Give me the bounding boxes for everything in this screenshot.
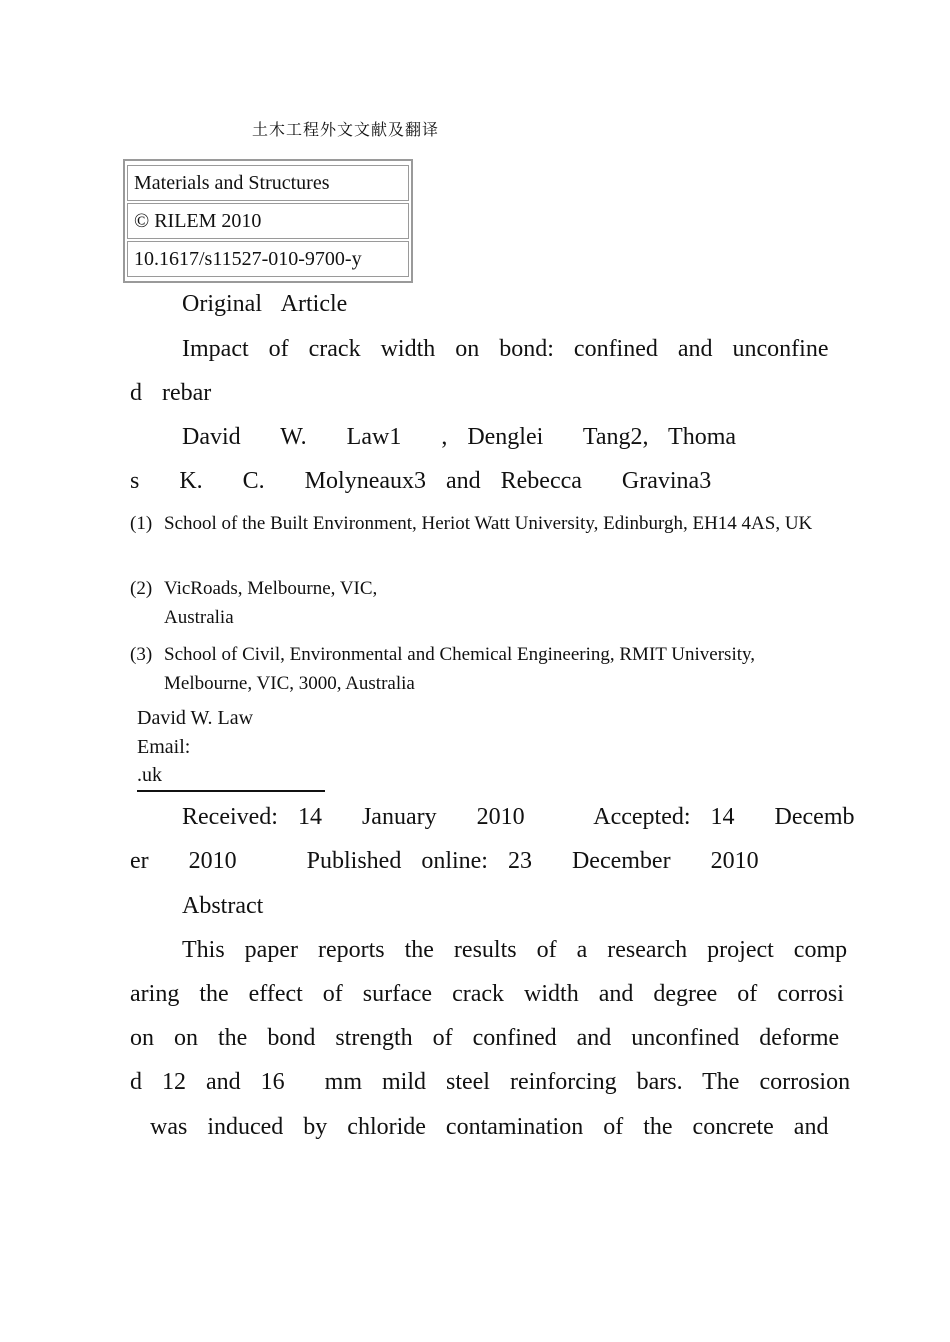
abstract-line: was induced by chloride contamination of the concrete and [130, 1114, 829, 1140]
affiliation-number: (1) [130, 513, 153, 534]
authors-line-1: David W. Law1 , Denglei Tang2, Thoma [182, 424, 737, 450]
article-type: Original Article [182, 291, 348, 317]
article-meta-table [123, 159, 413, 283]
contact-email-label: Email: [137, 736, 191, 758]
article-title-line-2: d rebar [130, 380, 212, 406]
affiliation-1 [130, 509, 850, 538]
affiliation-number: (2) [130, 578, 153, 599]
contact-name: David W. Law [137, 707, 254, 729]
article-title-line-1: Impact of crack width on bond: confined and unconfine [182, 336, 829, 362]
abstract-line: on on the bond strength of confined and unconfined deforme [130, 1025, 840, 1051]
journal-name: Materials and Structures [127, 165, 409, 201]
affiliation-2 [130, 574, 430, 632]
abstract-line: aring the effect of surface crack width and degree of corrosi [130, 981, 844, 1007]
dates-line-1: Received: 14 January 2010 Accepted: 14 Decemb [182, 804, 855, 830]
affiliation-3 [130, 640, 770, 698]
doi-text: 10.1617/s11527-010-9700-y [127, 241, 409, 277]
dates-line-2: er 2010 Published online: 23 December 2010 [130, 848, 759, 874]
affiliation-text: VicRoads, Melbourne, VIC, Australia [164, 578, 378, 628]
abstract-line: This paper reports the results of a research project comp [182, 937, 848, 963]
affiliation-number: (3) [130, 644, 153, 665]
page-header-title: 土木工程外文文献及翻译 [252, 120, 440, 139]
affiliation-text: School of Civil, Environmental and Chemical Engineering, RMIT University, Melbourne, VIC, 3000, Australia [164, 644, 756, 694]
abstract-heading: Abstract [182, 893, 264, 919]
authors-line-2: s K. C. Molyneaux3 and Rebecca Gravina3 [130, 468, 712, 494]
copyright-notice: © RILEM 2010 [127, 203, 409, 239]
abstract-line: d 12 and 16 mm mild steel reinforcing bars. The corrosion [130, 1069, 851, 1095]
affiliation-text: School of the Built Environment, Heriot Watt University, Edinburgh, EH14 4AS, UK [164, 513, 813, 534]
contact-email-link[interactable]: .uk [137, 764, 325, 792]
